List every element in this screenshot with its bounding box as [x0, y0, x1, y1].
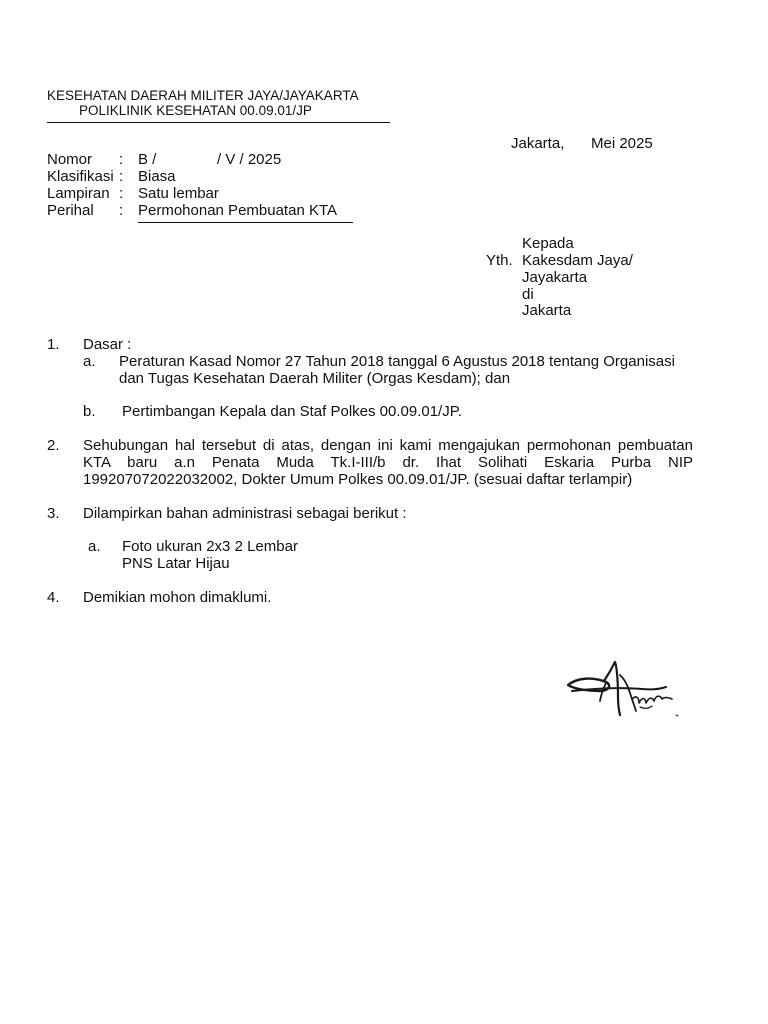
item-1a-label: a.	[83, 353, 96, 370]
nomor-separator: :	[119, 151, 124, 168]
nomor-value-prefix: B /	[138, 151, 157, 168]
date-month-year: Mei 2025	[591, 135, 653, 152]
item-3a-text-line2: PNS Latar Hijau	[122, 555, 230, 572]
date-city: Jakarta,	[511, 135, 565, 152]
perihal-separator: :	[119, 202, 124, 219]
perihal-underline	[138, 222, 353, 223]
item-3-number: 3.	[47, 505, 60, 522]
item-3-text: Dilampirkan bahan administrasi sebagai berikut :	[83, 505, 407, 522]
nomor-value-suffix: / V / 2025	[217, 151, 282, 168]
org-name: KESEHATAN DAERAH MILITER JAYA/JAYAKARTA	[47, 88, 359, 103]
item-1b-text: Pertimbangan Kepala dan Staf Polkes 00.09.01/JP.	[122, 403, 462, 420]
item-1-number: 1.	[47, 336, 60, 353]
item-3a-text-line1: Foto ukuran 2x3 2 Lembar	[122, 538, 298, 555]
recipient-line: Jayakarta	[522, 269, 588, 286]
perihal-label: Perihal	[47, 202, 94, 219]
recipient-line: di	[522, 286, 534, 303]
klasifikasi-value: Biasa	[138, 168, 176, 185]
lampiran-value: Satu lembar	[138, 185, 219, 202]
item-2-text-line3: 199207072022032002, Dokter Umum Polkes 00.09.01/JP. (sesuai daftar terlampir)	[83, 471, 633, 488]
recipient-line: Jakarta	[522, 302, 572, 319]
klasifikasi-label: Klasifikasi	[47, 168, 114, 185]
item-2-text-line2: KTA baru a.n Penata Muda Tk.I-III/b dr. Ihat Solihati Eskaria Purba NIP	[83, 454, 693, 471]
klasifikasi-separator: :	[119, 168, 124, 185]
signature	[560, 655, 685, 725]
item-2-number: 2.	[47, 437, 60, 454]
recipient-line: Kepada	[522, 235, 574, 252]
unit-name: POLIKLINIK KESEHATAN 00.09.01/JP	[79, 103, 312, 118]
item-1a-text-line2: dan Tugas Kesehatan Daerah Militer (Orgas Kesdam); dan	[119, 370, 511, 387]
header-divider	[47, 122, 390, 123]
lampiran-separator: :	[119, 185, 124, 202]
item-4-text: Demikian mohon dimaklumi.	[83, 589, 272, 606]
item-4-number: 4.	[47, 589, 60, 606]
nomor-label: Nomor	[47, 151, 93, 168]
lampiran-label: Lampiran	[47, 185, 110, 202]
perihal-value: Permohonan Pembuatan KTA	[138, 202, 338, 219]
item-1-title: Dasar :	[83, 336, 132, 353]
recipient-line: Kakesdam Jaya/	[522, 252, 633, 269]
item-1b-label: b.	[83, 403, 96, 420]
item-2-text-line1: Sehubungan hal tersebut di atas, dengan ini kami mengajukan permohonan pembuatan	[83, 437, 693, 454]
yth-label: Yth.	[486, 252, 513, 269]
item-3a-label: a.	[88, 538, 101, 555]
item-1a-text-line1: Peraturan Kasad Nomor 27 Tahun 2018 tanggal 6 Agustus 2018 tentang Organisasi	[119, 353, 675, 370]
